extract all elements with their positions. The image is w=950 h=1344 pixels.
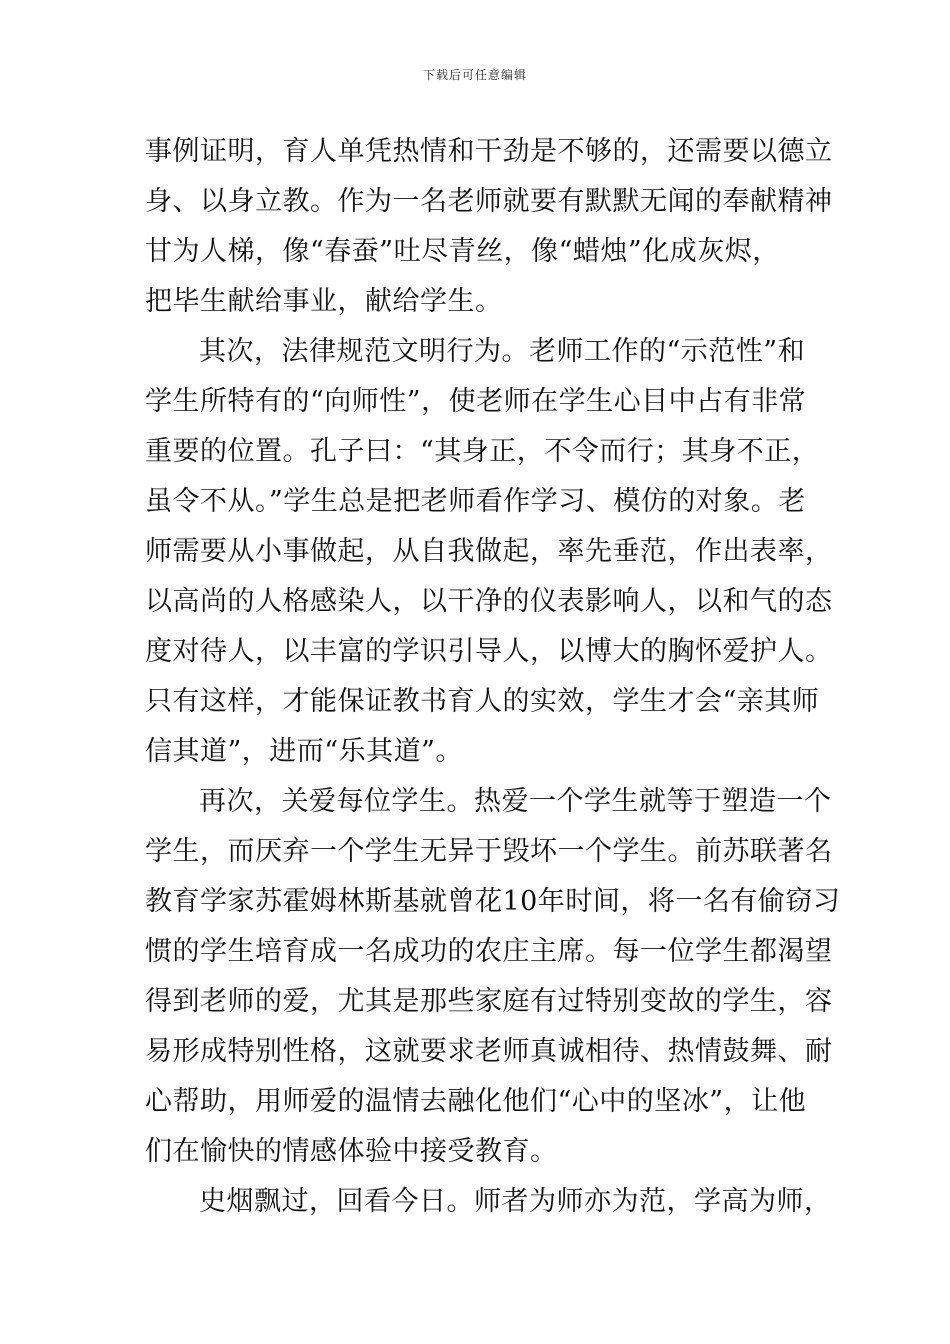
text-line: 教育学家苏霍姆林斯基就曾花10年时间，将一名有偷窃习: [145, 886, 841, 917]
text-line: 心帮助，用师爱的温情去融化他们“心中的坚冰”，让他: [145, 1086, 807, 1117]
paragraph-start-line: 史烟飘过，回看今日。师者为师亦为范，学高为师，: [199, 1186, 832, 1217]
text-line: 学生，而厌弃一个学生无异于毁坏一个学生。前苏联著名: [145, 836, 833, 867]
text-line: 事例证明，育人单凭热情和干劲是不够的，还需要以德立: [145, 136, 833, 167]
text-line: 甘为人梯，像“春蚕”吐尽青丝，像“蜡烛”化成灰烬，: [145, 236, 780, 267]
text-line: 易形成特别性格，这就要求老师真诚相待、热情鼓舞、耐: [145, 1036, 833, 1067]
text-line: 们在愉快的情感体验中接受教育。: [145, 1136, 558, 1167]
text-line: 学生所特有的“向师性”，使老师在学生心目中占有非常: [145, 386, 807, 417]
paragraph-start-line: 再次，关爱每位学生。热爱一个学生就等于塑造一个: [199, 786, 832, 817]
text-line: 身、以身立教。作为一名老师就要有默默无闻的奉献精神: [145, 186, 833, 217]
text-line: 只有这样，才能保证教书育人的实效，学生才会“亲其师: [145, 686, 820, 717]
document-body: [145, 127, 841, 1227]
paragraph-start-line: 其次，法律规范文明行为。老师工作的“示范性”和: [199, 336, 806, 367]
text-line: 以高尚的人格感染人，以干净的仪表影响人，以和气的态: [145, 586, 833, 617]
text-line: 重要的位置。孔子曰：“其身正，不令而行；其身不正，: [145, 436, 820, 467]
text-line: 惯的学生培育成一名成功的农庄主席。每一位学生都渴望: [145, 936, 833, 967]
text-line: 得到老师的爱，尤其是那些家庭有过特别变故的学生，容: [145, 986, 833, 1017]
header-note: 下载后可任意编辑: [422, 68, 527, 82]
text-line: 师需要从小事做起，从自我做起，率先垂范，作出表率，: [145, 536, 833, 567]
text-line: 虽令不从。”学生总是把老师看作学习、模仿的对象。老: [145, 486, 806, 517]
text-line: 信其道”，进而“乐其道”。: [145, 736, 463, 767]
text-line: 度对待人，以丰富的学识引导人，以博大的胸怀爱护人。: [145, 636, 833, 667]
text-line: 把毕生献给事业，献给学生。: [145, 286, 503, 317]
